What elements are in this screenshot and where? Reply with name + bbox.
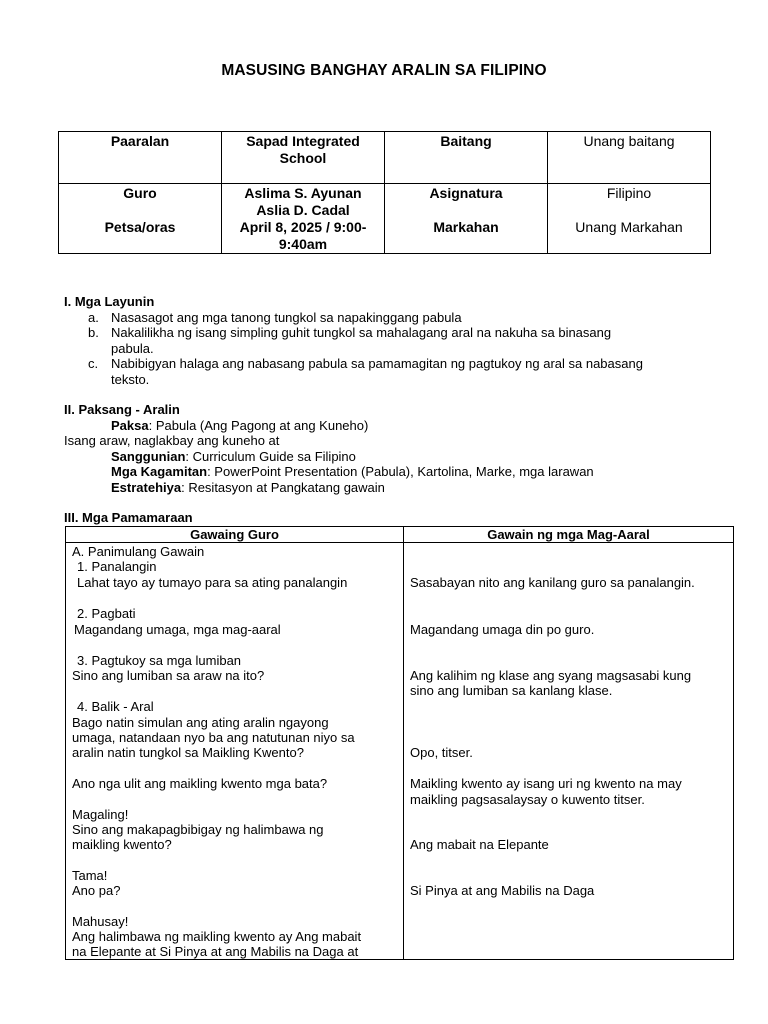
layunin-item xyxy=(64,310,724,326)
magaaral-line: Si Pinya at ang Mabilis na Daga xyxy=(410,883,595,898)
asignatura-value: Filipino xyxy=(548,184,711,220)
estratehiya-label: Estratehiya xyxy=(111,479,182,495)
baitang-label: Baitang xyxy=(385,132,548,184)
list-marker: a. xyxy=(88,309,99,325)
layunin-item xyxy=(64,356,724,387)
guro-label: Guro xyxy=(59,184,222,220)
petsa-value-line: 9:40am xyxy=(278,236,328,252)
layunin-item-text: Nasasagot ang mga tanong tungkol sa napakinggang pabula xyxy=(111,309,462,325)
layunin-item-text: pabula. xyxy=(111,340,154,356)
guro-line: Magandang umaga, mga mag-aaral xyxy=(74,622,281,637)
guro-line: 3. Pagtukoy sa mga lumiban xyxy=(77,653,242,668)
magaaral-line: Sasabayan nito ang kanilang guro sa panalangin. xyxy=(410,575,695,590)
magaaral-activities-cell xyxy=(404,543,734,960)
markahan-value: Unang Markahan xyxy=(548,219,711,254)
pamamaraan-table xyxy=(65,526,734,960)
magaaral-line: Maikling kwento ay isang uri ng kwento na may xyxy=(410,776,682,791)
paksa-label: Paksa xyxy=(111,417,149,433)
paksa-value: : Pabula (Ang Pagong at ang Kuneho) xyxy=(148,417,369,433)
story-line: Isang araw, naglakbay ang kuneho at xyxy=(64,433,280,448)
guro-line: Mahusay! xyxy=(72,914,129,929)
paaralan-value xyxy=(222,132,385,184)
paaralan-value-line: School xyxy=(279,150,327,166)
kagamitan-value: : PowerPoint Presentation (Pabula), Kartolina, Marke, mga larawan xyxy=(207,464,594,479)
magaaral-line: sino ang lumiban sa kanlang klase. xyxy=(410,683,613,698)
guro-line: Ano pa? xyxy=(72,883,121,898)
sanggunian-label: Sanggunian xyxy=(111,448,186,464)
guro-line: Ano nga ulit ang maikling kwento mga bata? xyxy=(72,776,328,791)
guro-value xyxy=(222,184,385,220)
kagamitan-line xyxy=(64,464,744,480)
estratehiya-value: : Resitasyon at Pangkatang gawain xyxy=(181,479,385,495)
paaralan-value-line: Sapad Integrated xyxy=(246,133,360,149)
guro-name: Aslia D. Cadal xyxy=(256,202,350,218)
list-marker: b. xyxy=(88,325,99,340)
info-row-petsa xyxy=(59,219,711,254)
markahan-label: Markahan xyxy=(385,219,548,254)
magaaral-line: Opo, titser. xyxy=(410,745,473,760)
guro-line: na Elepante at Si Pinya at ang Mabilis na Daga at xyxy=(72,944,359,959)
magaaral-line: Ang mabait na Elepante xyxy=(410,837,549,852)
list-marker: c. xyxy=(88,356,99,371)
magaaral-line: maikling pagsasalaysay o kuwento titser. xyxy=(410,792,645,807)
asignatura-label: Asignatura xyxy=(385,184,548,220)
petsa-label: Petsa/oras xyxy=(59,219,222,254)
paksa-line xyxy=(64,418,744,434)
guro-line: Sino ang lumiban sa araw na ito? xyxy=(72,668,265,683)
guro-line: maikling kwento? xyxy=(72,837,172,852)
guro-line: A. Panimulang Gawain xyxy=(72,544,205,559)
layunin-item-text: Nakalilikha ng isang simpling guhit tungkol sa mahalagang aral na nakuha sa binasang xyxy=(111,325,612,340)
pamamaraan-header-row xyxy=(66,527,734,543)
estratehiya-line xyxy=(64,480,744,496)
guro-line: aralin natin tungkol sa Maikling Kwento? xyxy=(72,745,304,760)
guro-line: Sino ang makapagbibigay ng halimbawa ng xyxy=(72,822,324,837)
layunin-list xyxy=(64,310,724,388)
guro-line: Bago natin simulan ang ating aralin ngayong xyxy=(72,715,329,730)
paksang-aralin-section xyxy=(64,402,744,495)
layunin-item-text: teksto. xyxy=(111,371,150,387)
guro-name: Aslima S. Ayunan xyxy=(244,185,362,201)
guro-line: 1. Panalangin xyxy=(77,559,157,574)
column-header-guro: Gawaing Guro xyxy=(66,527,404,543)
layunin-heading: I. Mga Layunin xyxy=(64,294,155,309)
guro-line: 2. Pagbati xyxy=(77,606,136,621)
guro-line: 4. Balik - Aral xyxy=(77,699,154,714)
kagamitan-label: Mga Kagamitan xyxy=(111,464,208,479)
sanggunian-value: : Curriculum Guide sa Filipino xyxy=(185,448,356,464)
paksang-aralin-heading: II. Paksang - Aralin xyxy=(64,402,180,417)
layunin-item-text: Nabibigyan halaga ang nabasang pabula sa pamamagitan ng pagtukoy ng aral sa nabasang xyxy=(111,356,643,371)
paaralan-label: Paaralan xyxy=(59,132,222,184)
guro-line: Ang halimbawa ng maikling kwento ay Ang mabait xyxy=(72,929,362,944)
magaaral-line: Magandang umaga din po guro. xyxy=(410,622,595,637)
guro-line: umaga, natandaan nyo ba ang natutunan niyo sa xyxy=(72,730,355,745)
magaaral-line: Ang kalihim ng klase ang syang magsasabi kung xyxy=(410,668,692,683)
pamamaraan-heading: III. Mga Pamamaraan xyxy=(64,510,193,525)
guro-line: Tama! xyxy=(72,868,108,883)
petsa-value xyxy=(222,219,385,254)
document-title: MASUSING BANGHAY ARALIN SA FILIPINO xyxy=(221,62,547,79)
info-row-paaralan xyxy=(59,132,711,184)
info-row-guro xyxy=(59,184,711,220)
layunin-item xyxy=(64,325,724,356)
pamamaraan-body-row xyxy=(66,543,734,960)
layunin-section xyxy=(64,294,724,387)
guro-activities-cell xyxy=(66,543,404,960)
info-table xyxy=(58,131,711,254)
column-header-magaaral: Gawain ng mga Mag-Aaral xyxy=(404,527,734,543)
sanggunian-line xyxy=(64,449,744,465)
guro-line: Magaling! xyxy=(72,807,129,822)
guro-line: Lahat tayo ay tumayo para sa ating panalangin xyxy=(77,575,348,590)
baitang-value: Unang baitang xyxy=(548,132,711,184)
petsa-value-line: April 8, 2025 / 9:00- xyxy=(239,219,367,235)
